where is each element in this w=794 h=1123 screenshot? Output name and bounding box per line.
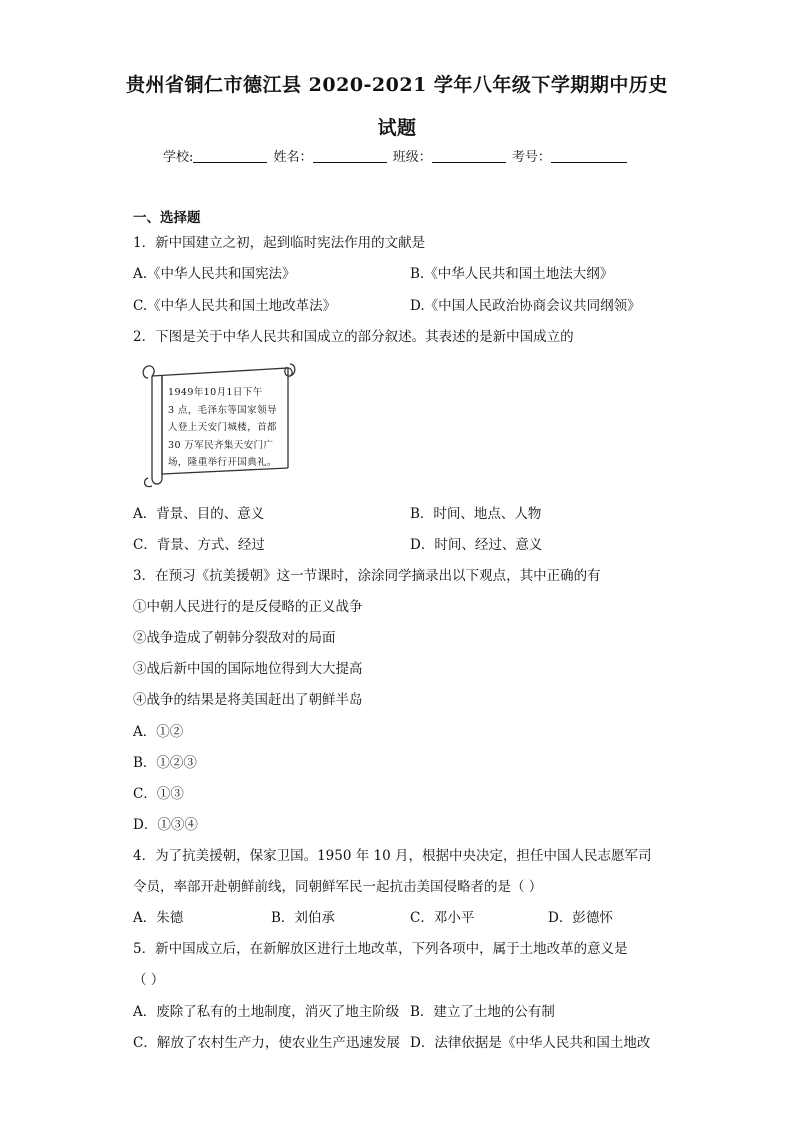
scroll-line: 人登上天安门城楼，首都 [168,422,277,433]
q4-option-b[interactable]: B．刘伯承 [271,910,335,926]
exam-number-label: 考号： [511,150,551,165]
school-blank[interactable] [193,149,267,163]
scroll-line: 场，隆重举行开国典礼。 [168,457,277,468]
q3-item-4: ④战争的结果是将美国赶出了朝鲜半岛 [133,692,363,708]
name-label: 姓名： [273,150,313,165]
q1-option-b[interactable]: B.《中华人民共和国土地法大纲》 [410,266,614,282]
q3-option-c[interactable]: C．①③ [133,786,184,802]
q5-option-d[interactable]: D．法律依据是《中华人民共和国土地改 [410,1035,651,1051]
q5-option-a[interactable]: A．废除了私有的土地制度，消灭了地主阶级 [133,1004,400,1020]
school-label: 学校: [163,150,194,165]
q4-stem-line2: 令员，率部开赴朝鲜前线，同朝鲜军民一起抗击美国侵略者的是（ ） [133,879,543,895]
q2-option-c[interactable]: C．背景、方式、经过 [133,537,265,553]
q5-stem-line2: （ ） [133,972,165,988]
q4-option-c[interactable]: C．邓小平 [410,910,475,926]
q1-option-c[interactable]: C.《中华人民共和国土地改革法》 [133,298,337,314]
q3-stem: 3．在预习《抗美援朝》这一节课时，涂涂同学摘录出以下观点，其中正确的有 [133,568,601,584]
q4-stem-line1: 4．为了抗美援朝，保家卫国。1950 年 10 月，根据中央决定，担任中国人民志愿军司 [133,848,652,864]
exam-title-line1: 贵州省铜仁市德江县 2020-2021 学年八年级下学期期中历史 [126,74,668,96]
exam-title-line2: 试题 [377,117,417,139]
q3-item-1: ①中朝人民进行的是反侵略的正义战争 [133,599,363,615]
q1-stem: 1．新中国建立之初，起到临时宪法作用的文献是 [133,235,426,251]
q1-option-d[interactable]: D.《中国人民政治协商会议共同纲领》 [410,298,641,314]
name-blank[interactable] [313,149,387,163]
scroll-line: 1949年10月1日下午 [168,387,263,398]
q4-option-a[interactable]: A．朱德 [133,910,184,926]
q2-option-b[interactable]: B．时间、地点、人物 [410,506,542,522]
class-label: 班级： [392,150,432,165]
q5-option-b[interactable]: B．建立了土地的公有制 [410,1004,555,1020]
q5-option-c[interactable]: C．解放了农村生产力，使农业生产迅速发展 [133,1035,400,1051]
q3-option-b[interactable]: B．①②③ [133,755,197,771]
q3-item-2: ②战争造成了朝韩分裂敌对的局面 [133,630,336,646]
q1-option-a[interactable]: A.《中华人民共和国宪法》 [133,266,296,282]
q3-option-a[interactable]: A．①② [133,724,184,740]
q4-option-d[interactable]: D．彭德怀 [548,910,613,926]
q3-option-d[interactable]: D．①③④ [133,817,198,833]
scroll-text [168,384,288,472]
q2-option-d[interactable]: D．时间、经过、意义 [410,537,543,553]
class-blank[interactable] [432,149,506,163]
q2-option-a[interactable]: A．背景、目的、意义 [133,506,265,522]
q2-stem: 2．下图是关于中华人民共和国成立的部分叙述。其表述的是新中国成立的 [133,329,574,345]
section-title-choice: 一、选择题 [133,210,201,226]
q5-stem-line1: 5．新中国成立后，在新解放区进行土地改革，下列各项中，属于土地改革的意义是 [133,941,628,957]
exam-number-blank[interactable] [551,149,627,163]
scroll-illustration [140,356,298,490]
q3-item-3: ③战后新中国的国际地位得到大大提高 [133,661,363,677]
student-info-row [163,146,629,165]
scroll-line: 3 点，毛泽东等国家领导 [168,404,277,416]
scroll-line: 30 万军民齐集天安门广 [168,439,274,451]
